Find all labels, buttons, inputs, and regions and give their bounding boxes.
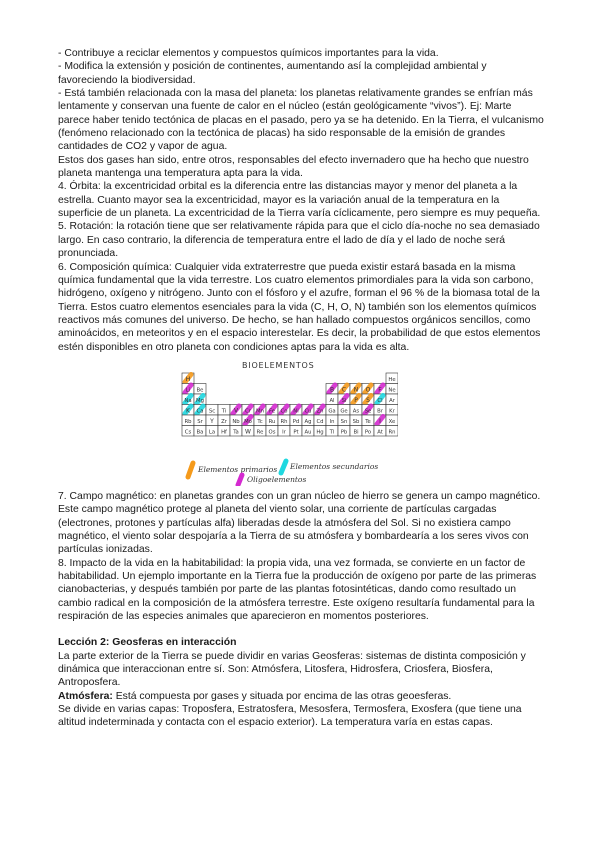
element-cell-ru: [266, 415, 278, 426]
svg-text:O: O: [365, 386, 371, 394]
svg-text:Ca: Ca: [196, 408, 204, 415]
svg-text:Be: Be: [196, 387, 204, 394]
element-cell-os: [266, 425, 278, 436]
element-cell-mg: [194, 394, 206, 405]
element-cell-sc: [206, 404, 218, 415]
svg-text:Se: Se: [364, 408, 372, 415]
svg-text:Cs: Cs: [184, 429, 192, 436]
paragraph: - Modifica la extensión y posición de continentes, aumentando así la complejidad ambiental y favoreciendo la biodiversidad.: [58, 61, 487, 86]
svg-text:Rb: Rb: [184, 418, 192, 425]
paragraph: Se divide en varias capas: Troposfera, Estratosfera, Mesosfera, Termosfera, Exosfera (que tiene una altitud indeterminada y contacta con el espacio exterior). La temperatura varía en estas capas.: [58, 704, 522, 729]
paragraph: Estos dos gases han sido, entre otros, responsables del efecto invernadero que ha hecho que nuestro planeta mantenga una temperatura apta para la vida.: [58, 154, 529, 180]
svg-text:Fe: Fe: [268, 408, 276, 415]
element-cell-hg: [314, 425, 326, 436]
element-cell-w: [242, 425, 254, 436]
svg-text:Mo: Mo: [244, 418, 252, 425]
svg-text:Al: Al: [329, 397, 335, 404]
element-cell-ni: [290, 404, 302, 415]
element-cell-mo: [242, 415, 254, 426]
paragraph: - Está también relacionada con la masa del planeta: los planetas relativamente grandes se enfrían más lentamente y conservan una fuente de calor en el núcleo (están geológicamente “vivos”). Ej: Marte parece haber tenido tectónica de placas en el pasado, pero ya se ha detenido. En la Tierra, el vulcanismo (fenómeno relacionado con la tectónica de placas) ha sido responsable de la emisión de grandes cantidades de CO2 y vapor de agua.: [58, 88, 544, 153]
element-cell-br: [374, 404, 386, 415]
element-cell-kr: [386, 404, 398, 415]
svg-text:Ba: Ba: [196, 429, 204, 436]
element-cell-ti: [218, 404, 230, 415]
element-cell-zn: [314, 404, 326, 415]
svg-text:Rh: Rh: [280, 418, 288, 425]
paragraph: 8. Impacto de la vida en la habitabilidad: la propia vida, una vez formada, se convierte en un factor de habitabilidad. Un ejemplo importante en la Tierra fue la producción de oxígeno por parte de las primeras cianobacterias, y después también por parte de las plantas fotosintéticas, dando como resultado un cambio radical en la composición de la atmósfera terrestre. Este oxígeno resultaría fundamental para la respiración de las especies animales que aparecieron en momentos posteriores.: [58, 557, 537, 622]
element-cell-v: [230, 404, 242, 415]
element-cell-ar: [386, 394, 398, 405]
element-cell-p: [350, 394, 362, 405]
svg-text:Cr: Cr: [245, 408, 251, 415]
svg-text:Ge: Ge: [340, 408, 348, 415]
element-cell-co: [278, 404, 290, 415]
figure-title: BIOELEMENTOS: [242, 360, 315, 370]
element-cell-bi: [350, 425, 362, 436]
legend-primary-swatch: [188, 463, 193, 477]
svg-text:Na: Na: [184, 397, 192, 404]
element-cell-y: [206, 415, 218, 426]
svg-text:Bi: Bi: [353, 429, 359, 436]
element-cell-as: [350, 404, 362, 415]
svg-text:Sb: Sb: [352, 418, 360, 425]
svg-text:V: V: [233, 407, 239, 415]
svg-text:I: I: [379, 417, 381, 425]
element-cell-li: [182, 383, 194, 394]
element-cell-rn: [386, 425, 398, 436]
element-cell-b: [326, 383, 338, 394]
element-cell-ga: [326, 404, 338, 415]
svg-text:Li: Li: [185, 387, 191, 394]
legend-secondary-label: Elementos secundarios: [290, 461, 379, 471]
element-cell-cs: [182, 425, 194, 436]
svg-text:Sn: Sn: [340, 418, 348, 425]
svg-text:He: He: [388, 376, 396, 383]
element-cell-al: [326, 394, 338, 405]
element-cell-cr: [242, 404, 254, 415]
paragraph: [58, 690, 544, 703]
svg-text:K: K: [186, 407, 190, 415]
svg-text:Mg: Mg: [196, 397, 204, 404]
element-cell-o: [362, 383, 374, 394]
paragraph: - Contribuye a reciclar elementos y compuestos químicos importantes para la vida.: [58, 48, 439, 59]
svg-text:Br: Br: [377, 408, 383, 415]
svg-text:Kr: Kr: [389, 408, 395, 415]
svg-text:Os: Os: [268, 429, 276, 436]
svg-text:Ga: Ga: [328, 408, 336, 415]
svg-text:C: C: [341, 386, 347, 394]
element-cell-at: [374, 425, 386, 436]
svg-text:As: As: [352, 408, 360, 415]
element-cell-ir: [278, 425, 290, 436]
legend-oligo-swatch: [238, 475, 242, 485]
svg-text:Ir: Ir: [282, 429, 286, 436]
paragraph: La parte exterior de la Tierra se puede dividir en varias Geosferas: sistemas de distinta composición y dinámica que interaccionan entre sí. Son: Atmósfera, Litosfera, Hidrosfera, Criosfera, Biosfera, Antroposfera.: [58, 650, 526, 689]
svg-text:B: B: [329, 386, 335, 394]
svg-text:H: H: [185, 375, 191, 383]
element-cell-na: [182, 394, 194, 405]
lesson-heading: Lección 2: Geosferas en interacción: [58, 637, 237, 649]
element-cell-ta: [230, 425, 242, 436]
element-cell-be: [194, 383, 206, 394]
element-cell-n: [350, 383, 362, 394]
svg-text:Ru: Ru: [268, 418, 276, 425]
svg-text:Po: Po: [364, 429, 372, 436]
svg-text:P: P: [354, 396, 358, 404]
svg-text:Y: Y: [210, 417, 214, 425]
element-cell-xe: [386, 415, 398, 426]
element-cell-rb: [182, 415, 194, 426]
svg-text:Sr: Sr: [197, 418, 203, 425]
element-cell-mn: [254, 404, 266, 415]
svg-text:Ag: Ag: [304, 418, 312, 425]
svg-text:Ta: Ta: [233, 429, 239, 436]
svg-text:Cu: Cu: [304, 408, 312, 415]
svg-text:F: F: [378, 386, 382, 394]
element-cell-i: [374, 415, 386, 426]
svg-text:Co: Co: [280, 408, 288, 415]
svg-text:Mn: Mn: [256, 408, 264, 415]
svg-text:Ti: Ti: [221, 408, 227, 415]
svg-text:Sc: Sc: [208, 408, 216, 415]
svg-text:W: W: [245, 428, 251, 436]
element-cell-ba: [194, 425, 206, 436]
element-cell-la: [206, 425, 218, 436]
element-cell-nb: [230, 415, 242, 426]
paragraph: 6. Composición química: Cualquier vida extraterrestre que pueda existir estará basada en la misma química fundamental que la vida terrestre. Los cuatro elementos primordiales para la vida son carbono, hidrógeno, oxígeno y nitrógeno. Junto con el fósforo y el azufre, forman el 96 % de la biomasa total de la Tierra. Estos cuatro elementos esenciales para la vida (C, H, O, N) también son los elementos químicos reactivos más comunes del universo. De hecho, se han hallado compuestos orgánicos sencillos, como aminoácidos, en meteoritos y en el espacio interestelar. Es decir, la probabilidad de que estos elementos estén disponibles en otro planeta con condiciones aptas para la vida es alta.: [58, 261, 541, 353]
svg-text:La: La: [208, 429, 216, 436]
element-cell-tl: [326, 425, 338, 436]
element-cell-tc: [254, 415, 266, 426]
element-cell-re: [254, 425, 266, 436]
bioelements-figure: [58, 359, 544, 486]
element-cell-he: [386, 373, 398, 384]
legend-primary-label: Elementos primarios: [198, 464, 278, 474]
svg-text:Hf: Hf: [221, 429, 227, 436]
atmosphere-text: Está compuesta por gases y situada por encima de las otras geoesferas.: [112, 690, 452, 702]
legend-oligo-label: Oligoelementos: [247, 474, 307, 484]
element-cell-ag: [302, 415, 314, 426]
paragraph: 4. Órbita: la excentricidad orbital es la diferencia entre las distancias mayor y menor del planeta a la estrella. Cuanto mayor sea la excentricidad, mayor es la variación anual de la temperatura en la superficie de un planeta. La excentricidad de la Tierra varía cíclicamente, pero siempre es muy pequeña.: [58, 181, 541, 220]
element-cell-au: [302, 425, 314, 436]
element-cell-ne: [386, 383, 398, 394]
svg-text:Xe: Xe: [388, 418, 396, 425]
element-cell-sr: [194, 415, 206, 426]
element-cell-rh: [278, 415, 290, 426]
svg-text:Rn: Rn: [388, 429, 396, 436]
element-cell-cl: [374, 394, 386, 405]
element-cell-sb: [350, 415, 362, 426]
element-cell-pt: [290, 425, 302, 436]
paragraph: 5. Rotación: la rotación tiene que ser relativamente rápida para que el ciclo día-noche no sea demasiado largo. En caso contrario, la diferencia de temperatura entre el lado de día y el lado de noche será pronunciada.: [58, 221, 540, 260]
element-cell-te: [362, 415, 374, 426]
element-cell-po: [362, 425, 374, 436]
svg-text:Zn: Zn: [316, 408, 324, 415]
element-cell-si: [338, 394, 350, 405]
periodic-table-sketch: [168, 359, 398, 486]
svg-text:Tc: Tc: [257, 418, 263, 425]
element-cell-h: [182, 373, 194, 384]
svg-text:Nb: Nb: [232, 418, 240, 425]
element-cell-sn: [338, 415, 350, 426]
svg-text:Zr: Zr: [221, 418, 227, 425]
svg-text:Tl: Tl: [329, 429, 335, 436]
element-cell-k: [182, 404, 194, 415]
element-cell-ge: [338, 404, 350, 415]
svg-text:S: S: [366, 396, 370, 404]
svg-text:Re: Re: [256, 429, 264, 436]
svg-text:In: In: [329, 418, 335, 425]
element-cell-cu: [302, 404, 314, 415]
element-cell-cd: [314, 415, 326, 426]
element-cell-zr: [218, 415, 230, 426]
svg-text:Cd: Cd: [316, 418, 324, 425]
element-cell-c: [338, 383, 350, 394]
element-cell-f: [374, 383, 386, 394]
element-cell-ca: [194, 404, 206, 415]
svg-text:Au: Au: [304, 429, 312, 436]
svg-text:Ar: Ar: [389, 397, 395, 404]
paragraph: 7. Campo magnético: en planetas grandes con un gran núcleo de hierro se genera un campo magnético. Este campo magnético protege al planeta del viento solar, una corriente de partículas cargadas (electrones, protones y partículas alfa) liberadas desde la atmósfera del Sol. Si no existiera campo magnético, el viento solar despojaría a la Tierra de su atmósfera y bombardearía a los seres vivos con partículas ionizadas.: [58, 490, 541, 556]
atmosphere-label: Atmósfera:: [58, 690, 113, 702]
svg-text:Ni: Ni: [293, 408, 299, 415]
svg-text:Hg: Hg: [316, 429, 324, 436]
svg-text:Te: Te: [365, 418, 371, 425]
svg-text:Si: Si: [341, 397, 347, 404]
element-cell-pd: [290, 415, 302, 426]
element-cell-fe: [266, 404, 278, 415]
document-page: [58, 47, 544, 730]
svg-text:Pd: Pd: [292, 418, 300, 425]
svg-text:At: At: [377, 429, 383, 436]
legend-secondary-swatch: [281, 461, 286, 473]
svg-text:N: N: [353, 386, 359, 394]
element-cell-pb: [338, 425, 350, 436]
element-cell-in: [326, 415, 338, 426]
element-cell-s: [362, 394, 374, 405]
svg-text:Ne: Ne: [388, 387, 396, 394]
svg-text:Pt: Pt: [293, 429, 299, 436]
element-cell-se: [362, 404, 374, 415]
element-cell-hf: [218, 425, 230, 436]
svg-text:Pb: Pb: [340, 429, 348, 436]
svg-text:Cl: Cl: [377, 397, 383, 404]
